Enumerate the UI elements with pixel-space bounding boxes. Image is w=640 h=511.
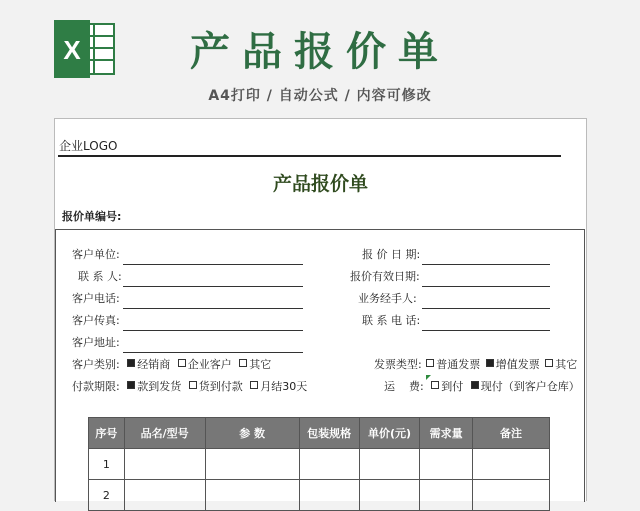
banner-subtitle: A4打印 / 自动公式 / 内容可修改	[208, 88, 432, 104]
customer-unit-label: 客户单位:	[72, 248, 120, 261]
option-other-customer[interactable]: 其它	[239, 356, 271, 372]
quote-number-label: 报价单编号:	[62, 210, 122, 223]
option-enterprise[interactable]: 企业客户	[178, 356, 232, 372]
contact-person-field[interactable]	[123, 286, 303, 287]
cell-index[interactable]: 2	[89, 480, 125, 511]
freight-row	[384, 378, 580, 394]
checkbox-checked-icon	[127, 381, 135, 389]
handler-label: 业务经手人:	[358, 292, 417, 305]
customer-phone-label: 客户电话:	[72, 292, 120, 305]
cell-params[interactable]	[205, 449, 299, 480]
option-normal-invoice[interactable]: 普通发票	[426, 356, 480, 372]
customer-fax-field[interactable]	[123, 330, 303, 331]
customer-address-field[interactable]	[123, 352, 303, 353]
checkbox-icon	[426, 359, 434, 367]
header-rule	[58, 155, 561, 157]
checkbox-icon	[189, 381, 197, 389]
option-other-invoice[interactable]: 其它	[545, 356, 577, 372]
cell-remarks[interactable]	[472, 480, 549, 511]
cell-index[interactable]: 1	[89, 449, 125, 480]
customer-fax-label: 客户传真:	[72, 314, 120, 327]
invoice-type-row	[374, 356, 577, 372]
checkbox-checked-icon	[486, 359, 494, 367]
customer-phone-field[interactable]	[123, 308, 303, 309]
cell-packaging[interactable]	[299, 449, 359, 480]
cell-packaging[interactable]	[299, 480, 359, 511]
table-row	[89, 449, 550, 480]
cell-params[interactable]	[205, 480, 299, 511]
company-logo-placeholder: 企业LOGO	[59, 139, 118, 153]
banner-title: 产品报价单	[190, 29, 450, 75]
banner	[0, 0, 640, 116]
option-cash-on-delivery[interactable]: 货到付款	[189, 378, 243, 394]
customer-unit-field[interactable]	[123, 264, 303, 265]
header-quantity: 需求量	[420, 418, 473, 449]
header-unit-price: 单价(元)	[359, 418, 420, 449]
invoice-type-label: 发票类型:	[374, 358, 422, 371]
customer-type-label: 客户类别:	[72, 358, 120, 371]
table-header-row	[89, 418, 550, 449]
header-index: 序号	[89, 418, 125, 449]
checkbox-icon	[431, 381, 439, 389]
quote-date-label: 报 价 日 期:	[362, 248, 421, 261]
header-params: 参 数	[205, 418, 299, 449]
option-monthly-30[interactable]: 月结30天	[250, 378, 307, 394]
items-table	[88, 417, 550, 511]
checkbox-icon	[545, 359, 553, 367]
contact-phone-field[interactable]	[422, 330, 550, 331]
cell-unit-price[interactable]	[359, 480, 420, 511]
checkbox-icon	[250, 381, 258, 389]
contact-phone-label: 联 系 电 话:	[362, 314, 421, 327]
payment-term-label: 付款期限:	[72, 380, 120, 393]
customer-type-row	[72, 356, 271, 372]
svg-text:X: X	[63, 35, 81, 65]
excel-logo-icon	[52, 20, 116, 78]
contact-person-label: 联 系 人:	[78, 270, 122, 283]
checkbox-icon	[239, 359, 247, 367]
header-remarks: 备注	[472, 418, 549, 449]
checkbox-icon	[178, 359, 186, 367]
customer-address-label: 客户地址:	[72, 336, 120, 349]
option-pay-before-ship[interactable]: 款到发货	[127, 378, 181, 394]
option-freight-collect[interactable]: 到付	[431, 378, 463, 394]
freight-label: 运 费:	[384, 380, 424, 393]
cell-quantity[interactable]	[420, 449, 473, 480]
valid-date-label: 报价有效日期:	[350, 270, 420, 283]
valid-date-field[interactable]	[422, 286, 550, 287]
document-title: 产品报价单	[272, 173, 368, 195]
checkbox-checked-icon	[127, 359, 135, 367]
payment-term-row	[72, 378, 307, 394]
quote-sheet	[54, 118, 587, 501]
header-packaging: 包装规格	[299, 418, 359, 449]
handler-field[interactable]	[422, 308, 550, 309]
cell-product[interactable]	[124, 480, 205, 511]
quote-date-field[interactable]	[422, 264, 550, 265]
option-freight-prepaid[interactable]: 现付（到客户仓库）	[471, 378, 580, 394]
header-product: 品名/型号	[124, 418, 205, 449]
option-vat-invoice[interactable]: 增值发票	[486, 356, 540, 372]
option-distributor[interactable]: 经销商	[127, 356, 170, 372]
table-row	[89, 480, 550, 511]
checkbox-checked-icon	[471, 381, 479, 389]
cell-unit-price[interactable]	[359, 449, 420, 480]
cell-quantity[interactable]	[420, 480, 473, 511]
cell-remarks[interactable]	[472, 449, 549, 480]
cell-product[interactable]	[124, 449, 205, 480]
